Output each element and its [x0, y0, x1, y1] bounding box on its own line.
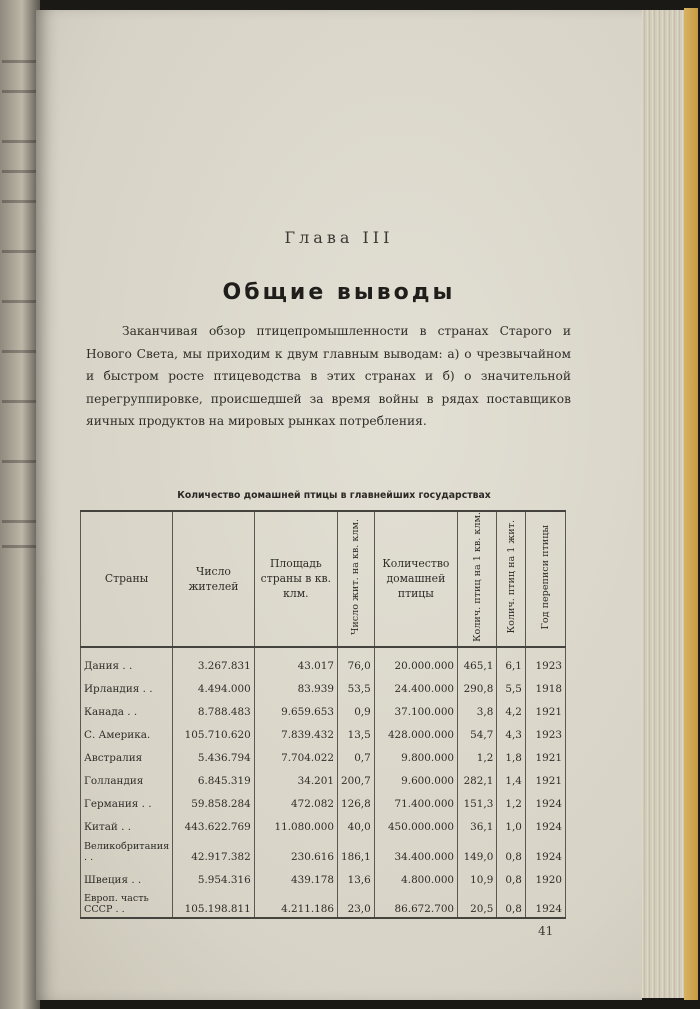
book-page: [36, 10, 642, 1000]
cell-country: Ирландия . .: [81, 674, 173, 697]
header-poultry: Количество домашней птицы: [374, 511, 457, 647]
cell-country: Дания . .: [81, 647, 173, 674]
cell-area: 230.616: [254, 835, 337, 865]
header-density: Число жит. на кв. клм.: [337, 511, 374, 647]
cell-poultry: 71.400.000: [374, 789, 457, 812]
header-per-person: Колич. птиц на 1 жит.: [497, 511, 526, 647]
cell-per-person: 1,0: [497, 812, 526, 835]
cell-year: 1923: [525, 647, 565, 674]
cell-per-km: 149,0: [458, 835, 497, 865]
cell-population: 105.710.620: [173, 720, 255, 743]
table-row: [81, 720, 566, 743]
cell-per-km: 151,3: [458, 789, 497, 812]
page-number: 41: [538, 924, 554, 938]
cell-area: 7.839.432: [254, 720, 337, 743]
cell-per-km: 1,2: [458, 743, 497, 766]
cell-per-km: 465,1: [458, 647, 497, 674]
cell-per-person: 0,8: [497, 888, 526, 918]
table-row: [81, 766, 566, 789]
cell-year: 1921: [525, 766, 565, 789]
table-header-row: [81, 511, 566, 647]
cell-year: 1924: [525, 789, 565, 812]
cell-density: 186,1: [337, 835, 374, 865]
cell-year: 1918: [525, 674, 565, 697]
cell-year: 1924: [525, 888, 565, 918]
cell-year: 1924: [525, 835, 565, 865]
cell-density: 0,9: [337, 697, 374, 720]
header-per-km: Колич. птиц на 1 кв. клм.: [458, 511, 497, 647]
cell-per-km: 10,9: [458, 865, 497, 888]
cell-density: 13,5: [337, 720, 374, 743]
cell-year: 1923: [525, 720, 565, 743]
cell-area: 472.082: [254, 789, 337, 812]
cell-poultry: 4.800.000: [374, 865, 457, 888]
table-row: [81, 743, 566, 766]
cell-year: 1924: [525, 812, 565, 835]
intro-paragraph: Заканчивая обзор птицепромышленности в странах Старого и Нового Света, мы приходим к двум главным выводам: а) о чрезвычайном и быстром росте птицеводства в этих странах и б) о значительной перегруппировке, происшедшей за время войны в рядах поставщиков яичных продуктов на мировых рынках потребления.: [86, 324, 571, 428]
cell-density: 53,5: [337, 674, 374, 697]
cell-population: 8.788.483: [173, 697, 255, 720]
table-row: [81, 647, 566, 674]
table-row: [81, 835, 566, 865]
cell-population: 5.954.316: [173, 865, 255, 888]
table-row: [81, 789, 566, 812]
cell-population: 105.198.811: [173, 888, 255, 918]
cell-year: 1920: [525, 865, 565, 888]
page-stack-edge: [636, 10, 684, 998]
table-caption: Количество домашней птицы в главнейших государствах: [177, 490, 491, 501]
cell-population: 59.858.284: [173, 789, 255, 812]
cell-poultry: 20.000.000: [374, 647, 457, 674]
cell-density: 76,0: [337, 647, 374, 674]
book-cover-edge: [684, 8, 698, 1000]
cell-per-km: 54,7: [458, 720, 497, 743]
table-row: [81, 865, 566, 888]
header-area: Площадь страны в кв. клм.: [254, 511, 337, 647]
cell-per-person: 0,8: [497, 835, 526, 865]
left-page-edge: [0, 0, 40, 1009]
cell-poultry: 450.000.000: [374, 812, 457, 835]
cell-country: С. Америка.: [81, 720, 173, 743]
cell-per-person: 4,2: [497, 697, 526, 720]
cell-area: 7.704.022: [254, 743, 337, 766]
cell-poultry: 86.672.700: [374, 888, 457, 918]
cell-population: 443.622.769: [173, 812, 255, 835]
cell-density: 0,7: [337, 743, 374, 766]
table-row: [81, 888, 566, 918]
cell-per-km: 282,1: [458, 766, 497, 789]
cell-density: 23,0: [337, 888, 374, 918]
cell-country: Голландия: [81, 766, 173, 789]
cell-per-km: 20,5: [458, 888, 497, 918]
poultry-table: [80, 510, 566, 919]
cell-area: 83.939: [254, 674, 337, 697]
cell-area: 34.201: [254, 766, 337, 789]
cell-population: 6.845.319: [173, 766, 255, 789]
cell-poultry: 24.400.000: [374, 674, 457, 697]
cell-poultry: 428.000.000: [374, 720, 457, 743]
chapter-label: Глава III: [284, 228, 394, 247]
cell-density: 13,6: [337, 865, 374, 888]
cell-density: 40,0: [337, 812, 374, 835]
cell-area: 11.080.000: [254, 812, 337, 835]
table-row: [81, 697, 566, 720]
cell-population: 42.917.382: [173, 835, 255, 865]
cell-country: Германия . .: [81, 789, 173, 812]
cell-poultry: 9.800.000: [374, 743, 457, 766]
cell-area: 4.211.186: [254, 888, 337, 918]
cell-area: 9.659.653: [254, 697, 337, 720]
cell-population: 4.494.000: [173, 674, 255, 697]
chapter-title: Общие выводы: [222, 280, 456, 305]
cell-poultry: 9.600.000: [374, 766, 457, 789]
cell-country: Канада . .: [81, 697, 173, 720]
table-row: [81, 812, 566, 835]
cell-population: 3.267.831: [173, 647, 255, 674]
header-census-year: Год переписи птицы: [525, 511, 565, 647]
cell-per-km: 36,1: [458, 812, 497, 835]
cell-per-km: 290,8: [458, 674, 497, 697]
cell-per-km: 3,8: [458, 697, 497, 720]
cell-country: Китай . .: [81, 812, 173, 835]
cell-country: Великобритания . .: [81, 835, 173, 865]
cell-per-person: 4,3: [497, 720, 526, 743]
cell-year: 1921: [525, 743, 565, 766]
cell-year: 1921: [525, 697, 565, 720]
cell-per-person: 0,8: [497, 865, 526, 888]
cell-country: Европ. часть СССР . .: [81, 888, 173, 918]
cell-country: Австралия: [81, 743, 173, 766]
cell-density: 200,7: [337, 766, 374, 789]
header-country: Страны: [81, 511, 173, 647]
cell-country: Швеция . .: [81, 865, 173, 888]
table-row: [81, 674, 566, 697]
cell-per-person: 6,1: [497, 647, 526, 674]
cell-per-person: 1,4: [497, 766, 526, 789]
cell-poultry: 37.100.000: [374, 697, 457, 720]
cell-poultry: 34.400.000: [374, 835, 457, 865]
cell-per-person: 5,5: [497, 674, 526, 697]
cell-per-person: 1,8: [497, 743, 526, 766]
cell-area: 43.017: [254, 647, 337, 674]
cell-area: 439.178: [254, 865, 337, 888]
cell-per-person: 1,2: [497, 789, 526, 812]
header-population: Число жителей: [173, 511, 255, 647]
cell-population: 5.436.794: [173, 743, 255, 766]
cell-density: 126,8: [337, 789, 374, 812]
